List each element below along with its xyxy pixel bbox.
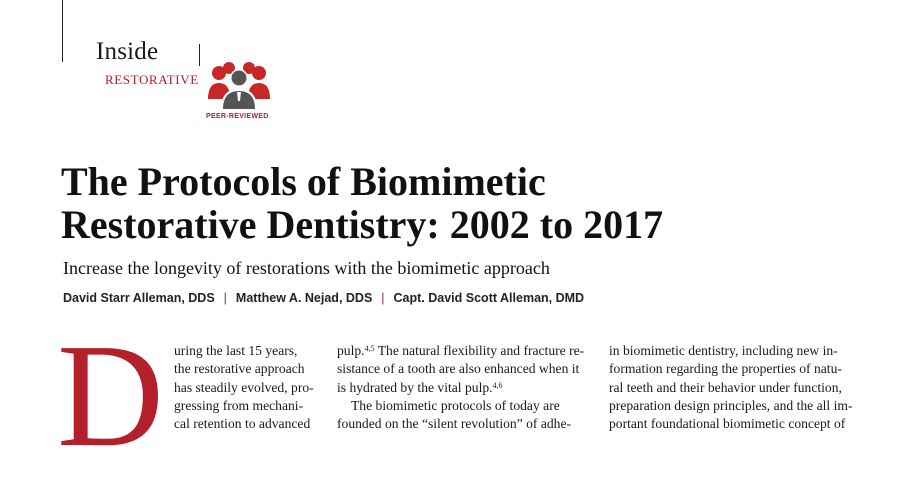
- header-divider: [199, 44, 200, 66]
- author-byline: [63, 291, 584, 305]
- peer-reviewed-label: PEER-REVIEWED: [206, 113, 269, 120]
- author-2: Matthew A. Nejad, DDS: [235, 291, 373, 305]
- body-line: ral teeth and their behavior under function,: [609, 379, 842, 395]
- author-separator: |: [381, 291, 385, 305]
- body-column-3: [609, 342, 884, 433]
- author-3: Capt. David Scott Alleman, DMD: [393, 291, 585, 305]
- body-line: preparation design principles, and the all im-: [609, 397, 853, 413]
- body-line: pulp.$^{4,5}$ The natural flexibility and fracture re-: [337, 343, 585, 358]
- body-line: the restorative approach: [174, 361, 305, 377]
- drop-cap: D: [57, 314, 164, 478]
- reference-number: 4,6: [492, 380, 503, 390]
- section-label: RESTORATIVE: [105, 72, 199, 87]
- article-title: [61, 160, 901, 246]
- body-line: is hydrated by the vital pulp.$^{4,6}$: [337, 379, 503, 395]
- body-column-2: [337, 342, 592, 433]
- body-line: in biomimetic dentistry, including new in-: [609, 343, 838, 358]
- body-line: formation regarding the properties of natu-: [609, 361, 842, 377]
- reference-number: 4,5: [364, 344, 375, 353]
- page-margin-rule: [62, 0, 63, 62]
- body-line: cal retention to advanced: [174, 416, 311, 432]
- author-separator: |: [223, 291, 227, 305]
- article-title-line-1: The Protocols of Biomimetic: [61, 159, 546, 204]
- author-1: David Starr Alleman, DDS: [63, 291, 215, 305]
- body-column-1: [174, 342, 324, 433]
- body-line: has steadily evolved, pro-: [174, 379, 314, 395]
- article-title-line-2: Restorative Dentistry: 2002 to 2017: [61, 202, 664, 247]
- section-header: Inside: [96, 38, 159, 65]
- peer-reviewed-badge: [207, 61, 271, 113]
- body-line: gressing from mechani-: [174, 397, 304, 413]
- article-subtitle: Increase the longevity of restorations with the biomimetic approach: [63, 258, 550, 278]
- body-line: founded on the “silent revolution” of adhe-: [337, 416, 572, 432]
- body-line: portant foundational biomimetic concept of: [609, 416, 846, 432]
- body-line: uring the last 15 years,: [174, 343, 298, 358]
- body-line: sistance of a tooth are also enhanced when it: [337, 361, 580, 377]
- body-line: The biomimetic protocols of today are: [351, 397, 560, 413]
- peer-group-icon: [207, 61, 271, 113]
